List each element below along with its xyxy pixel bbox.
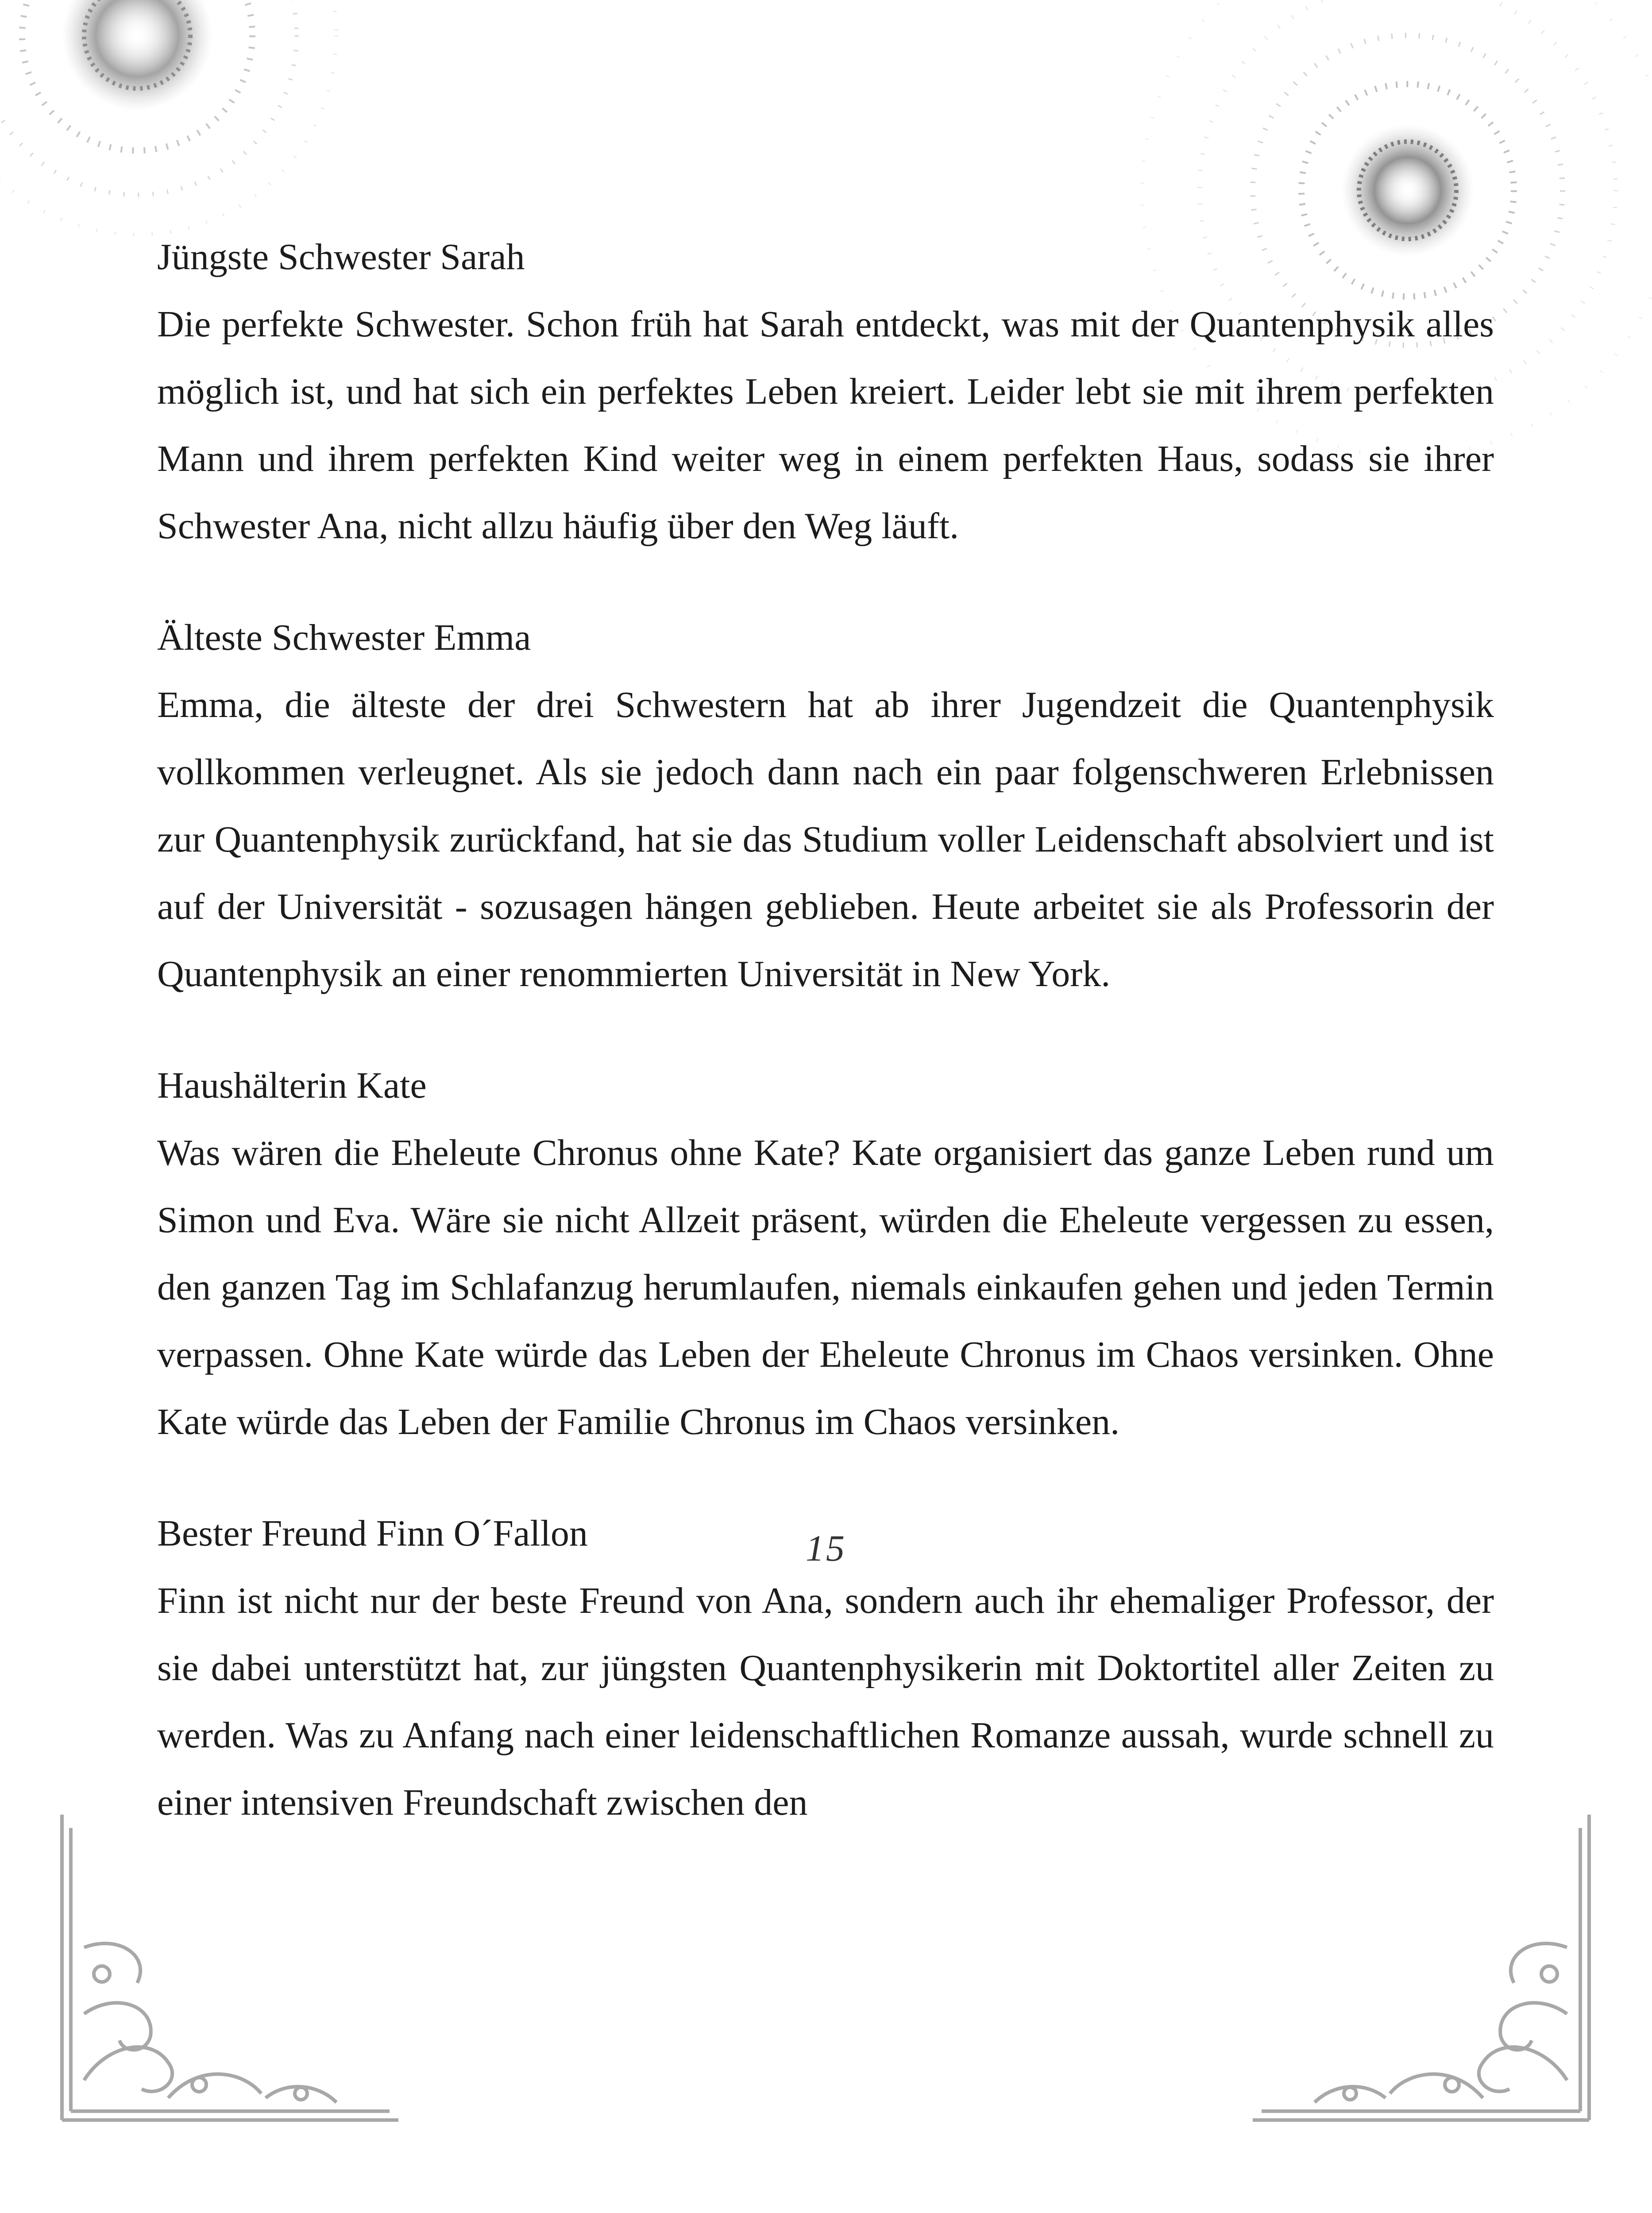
section-paragraph: Emma, die älteste der drei Schwestern hat ab ihrer Jugendzeit die Quantenphysik vollkommen verleugnet. Als sie jedoch dann nach ein paar folgenschweren Erlebnissen zur Quantenphysik zurückfand, hat sie das Studium voller Leidenschaft absolviert und ist auf der Universität - sozusagen hängen geblieben. Heute arbeitet sie als Professorin der Quantenphysik an einer renommierten Universität in New York. <box>157 684 1494 995</box>
section-paragraph: Finn ist nicht nur der beste Freund von Ana, sondern auch ihr ehemaliger Professor, der sie dabei unterstützt hat, zur jüngsten Quantenphysikerin mit Doktortitel aller Zeiten zu werden. Was zu Anfang nach einer leidenschaftlichen Romanze aussah, wurde schnell zu einer intensiven Freundschaft zwischen den <box>157 1580 1494 1823</box>
character-section-kate <box>157 1052 1494 1456</box>
section-heading: Haushälterin Kate <box>157 1065 427 1106</box>
section-paragraph: Die perfekte Schwester. Schon früh hat Sarah entdeckt, was mit der Quantenphysik alles möglich ist, und hat sich ein perfektes Leben kreiert. Leider lebt sie mit ihrem perfekten Mann und ihrem perfekten Kind weiter weg in einem perfekten Haus, sodass sie ihrer Schwester Ana, nicht allzu häufig über den Weg läuft. <box>157 304 1494 547</box>
body-text <box>157 224 1494 1881</box>
page-number: 15 <box>806 1528 846 1569</box>
character-section-sarah <box>157 224 1494 560</box>
section-paragraph: Was wären die Eheleute Chronus ohne Kate? Kate organisiert das ganze Leben rund um Simon und Eva. Wäre sie nicht Allzeit präsent, würden die Eheleute vergessen zu essen, den ganzen Tag im Schlafanzug herumlaufen, niemals einkaufen gehen und jeden Termin verpassen. Ohne Kate würde das Leben der Eheleute Chronus im Chaos versinken. Ohne Kate würde das Leben der Familie Chronus im Chaos versinken. <box>157 1132 1494 1442</box>
section-heading: Bester Freund Finn O´Fallon <box>157 1513 588 1554</box>
section-heading: Älteste Schwester Emma <box>157 617 531 658</box>
section-heading: Jüngste Schwester Sarah <box>157 236 525 278</box>
character-section-emma <box>157 604 1494 1008</box>
